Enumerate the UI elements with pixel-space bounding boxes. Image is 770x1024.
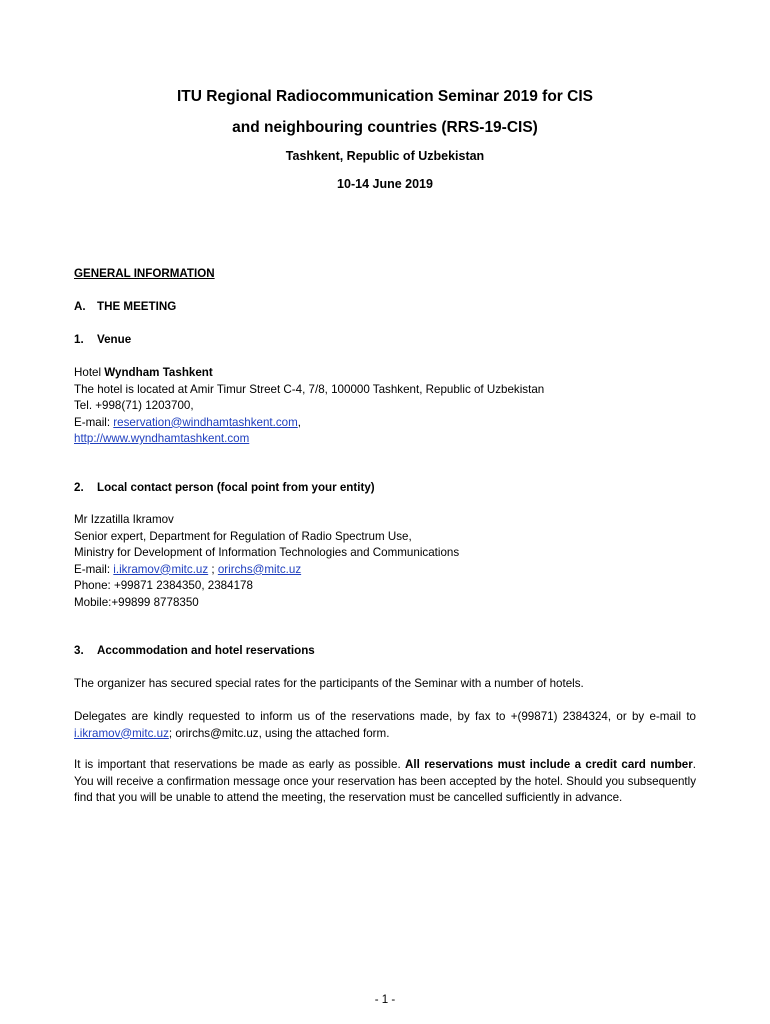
p2-text-before: Delegates are kindly requested to inform us of the reservations made, by fax to +(99871) 2384324, or by e-mail to	[74, 710, 696, 723]
contact-email-separator: ;	[208, 562, 218, 576]
accommodation-paragraph-2	[74, 709, 696, 742]
contact-ministry: Ministry for Development of Information Technologies and Communications	[74, 546, 460, 559]
title-line-1: ITU Regional Radiocommunication Seminar 2019 for CIS	[176, 88, 593, 105]
dates: 10-14 June 2019	[337, 177, 433, 191]
accommodation-number: 3.	[74, 644, 84, 657]
accommodation-paragraph-3	[74, 757, 696, 807]
hotel-name: Wyndham Tashkent	[104, 366, 213, 379]
contact-email-line	[74, 562, 696, 579]
contact-mobile: Mobile:+99899 8778350	[74, 595, 199, 609]
hotel-prefix: Hotel	[74, 366, 105, 379]
hotel-email-line	[74, 415, 696, 432]
accommodation-paragraph-1: The organizer has secured special rates for the participants of the Seminar with a number of hotels.	[74, 677, 584, 690]
contact-email-prefix: E-mail:	[74, 562, 114, 576]
hotel-email-prefix: E-mail:	[74, 415, 114, 429]
hotel-line	[74, 365, 696, 382]
accommodation-heading	[74, 643, 696, 660]
p3-bold-text: All reservations must include a credit card number	[405, 758, 693, 771]
p3-text-before: It is important that reservations be made as early as possible.	[74, 758, 406, 771]
hotel-address: The hotel is located at Amir Timur Street C-4, 7/8, 100000 Tashkent, Republic of Uzbekistan	[74, 382, 545, 396]
section-a-label: THE MEETING	[97, 300, 177, 313]
venue-details	[74, 365, 696, 448]
hotel-website-line	[74, 431, 696, 448]
contact-name: Mr Izzatilla Ikramov	[74, 513, 174, 526]
title-line-2: and neighbouring countries (RRS-19-CIS)	[232, 119, 538, 136]
hotel-email-link[interactable]: reservation@windhamtashkent.com	[113, 415, 298, 429]
p2-email-link[interactable]: i.ikramov@mitc.uz	[74, 726, 169, 740]
accommodation-heading-text: Accommodation and hotel reservations	[97, 644, 315, 657]
general-info-heading	[74, 266, 696, 283]
page-number: - 1 -	[374, 994, 396, 1006]
contact-email-link-1[interactable]: i.ikramov@mitc.uz	[113, 562, 209, 576]
venue-number: 1.	[74, 333, 84, 346]
venue-heading-text: Venue	[97, 333, 132, 346]
location: Tashkent, Republic of Uzbekistan	[285, 149, 485, 163]
hotel-email-suffix: ,	[297, 415, 302, 429]
contact-heading	[74, 480, 696, 497]
contact-role: Senior expert, Department for Regulation of Radio Spectrum Use,	[74, 529, 412, 543]
contact-details	[74, 512, 696, 611]
contact-number: 2.	[74, 481, 84, 494]
contact-phone: Phone: +99871 2384350, 2384178	[74, 579, 253, 592]
hotel-tel: Tel. +998(71) 1203700,	[74, 399, 194, 412]
section-a-heading	[74, 299, 696, 316]
p3-text-after: . You will receive a confirmation message once your reservation has been accepted by the hotel. Should you subsequently find that you will be unable to attend the meeting, the reservation must be cancelled sufficiently in advance.	[74, 758, 696, 804]
contact-email-link-2[interactable]: orirchs@mitc.uz	[217, 562, 302, 576]
contact-heading-text: Local contact person (focal point from your entity)	[97, 481, 375, 494]
hotel-website-link[interactable]: http://www.wyndhamtashkent.com	[74, 432, 250, 445]
venue-heading	[74, 332, 696, 349]
general-info-text: GENERAL INFORMATION	[74, 267, 215, 280]
section-a-number: A.	[74, 300, 86, 313]
p2-text-after: ; orirchs@mitc.uz, using the attached form.	[168, 726, 390, 740]
